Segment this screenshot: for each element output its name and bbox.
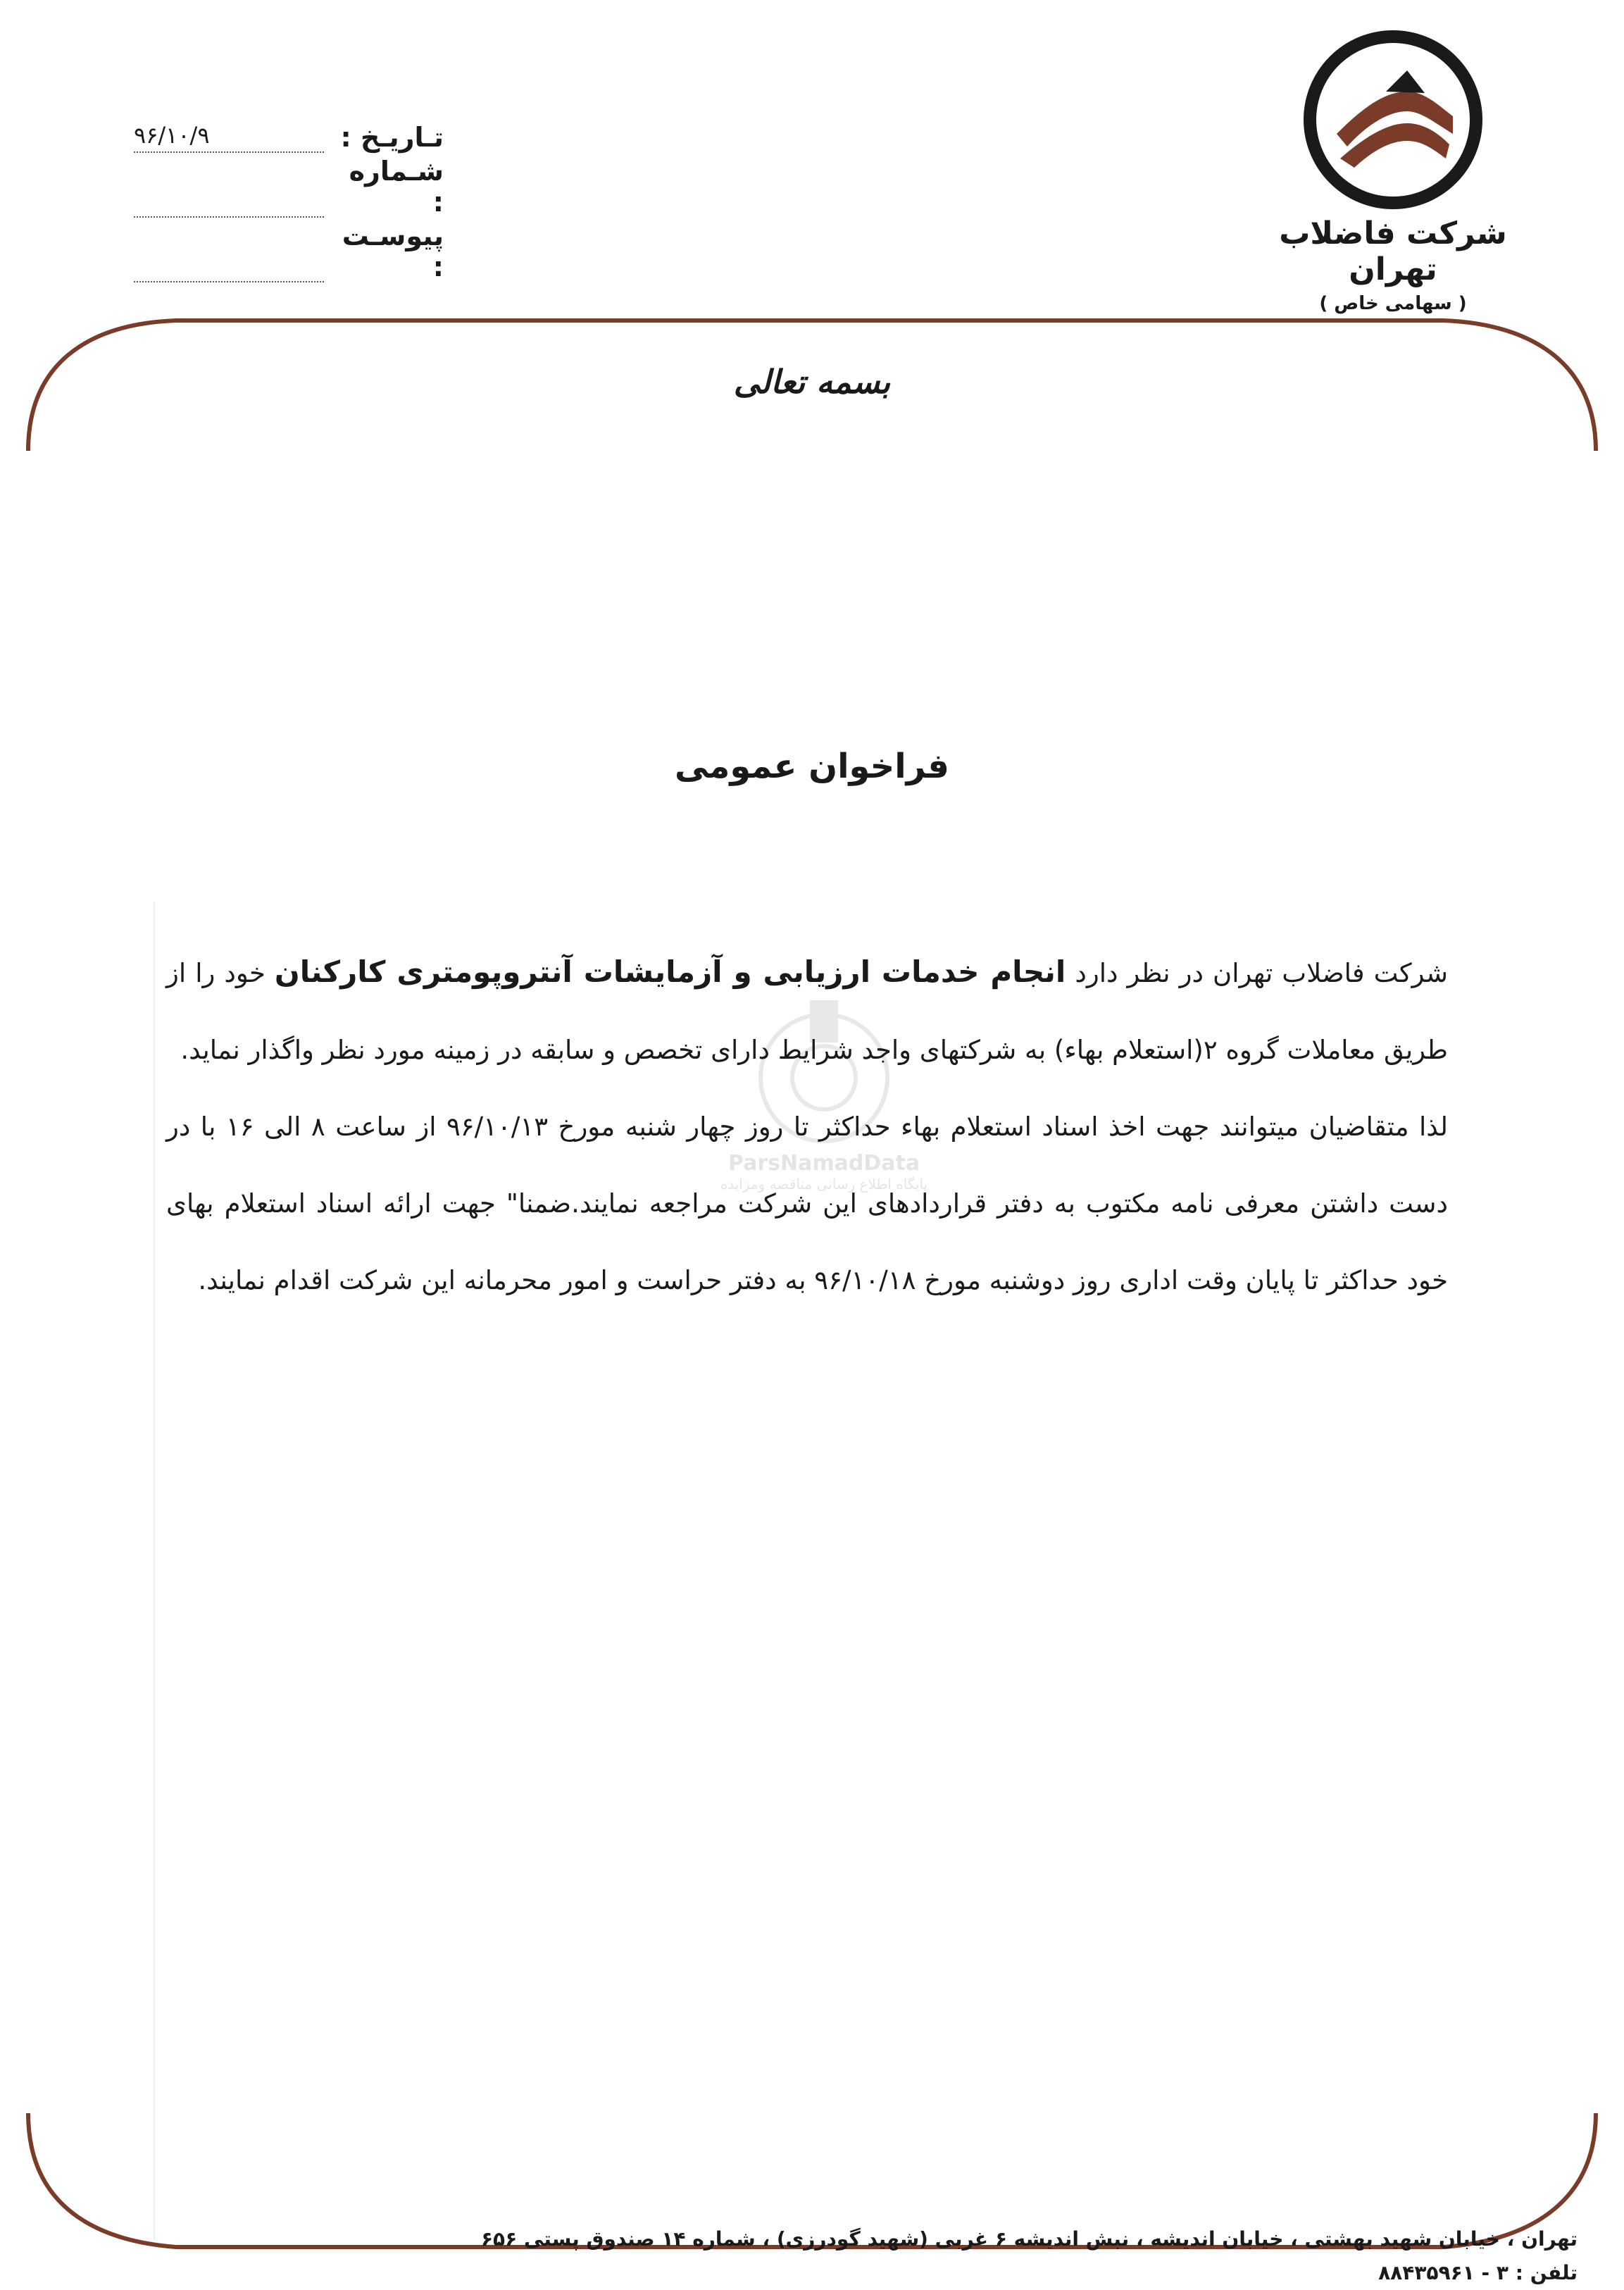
body-paragraph-1: [166, 933, 1448, 1088]
body-paragraph-2: لذا متقاضیان میتوانند جهت اخذ اسناد استعلام بهاء حداکثر تا روز چهار شنبه مورخ ۹۶/۱۰/۱۳ از ساعت ۸ الی ۱۶ با در دست داشتن معرفی نامه مکتوب به دفتر قراردادهای این شرکت مراجعه نمایند.ضمنا" جهت ارائه اسناد استعلام بهای خود حداکثر تا پایان وقت اداری روز دوشنبه مورخ ۹۶/۱۰/۱۸ به دفتر حراست و امور محرمانه این شرکت اقدام نمایند.: [166, 1112, 1448, 1295]
company-logo-icon: [1301, 28, 1485, 211]
letter-meta: [106, 88, 444, 282]
footer-phone: تلفن : ۳ - ۸۸۴۳۵۹۶۱: [1378, 2261, 1578, 2284]
number-row: [106, 153, 444, 218]
number-label: شـماره :: [349, 156, 444, 218]
company-type: ( سهامی خاص ): [1319, 293, 1467, 314]
footer-address: تهران ، خیابان شهید بهشتی ، خیابان اندیشه ، نبش اندیشه ۶ غربی (شهید گودرزی) ، شماره ۱۴ صندوق پستی ۶۵۶: [480, 2227, 1578, 2251]
date-label: تـاریـخ :: [340, 122, 444, 153]
letter-footer: [56, 2222, 1578, 2290]
attachment-row: [106, 218, 444, 282]
para1-emphasis: انجام خدمات ارزیابی و آزمایشات آنتروپومتری کارکنان: [274, 954, 1066, 989]
number-value: [134, 188, 324, 218]
attachment-label: پیوسـت :: [342, 220, 444, 282]
watermark-subtitle: پایگاه اطلاع رسانی مناقصه ومزایده: [720, 1176, 928, 1193]
document-body: [166, 933, 1448, 1319]
document-title: فراخوان عمومی: [675, 747, 949, 786]
company-logo-block: [1245, 28, 1541, 314]
attachment-value: [134, 253, 324, 282]
date-row: [106, 88, 444, 153]
company-name: شرکت فاضلاب تهران: [1279, 216, 1507, 287]
para1-intro: شرکت فاضلاب تهران در نظر دارد: [1066, 958, 1448, 988]
para1-rest: خود را از طریق معاملات گروه ۲(استعلام بهاء) به شرکتهای واجد شرایط دارای تخصص و سابقه در زمینه مورد نظر واگذار نماید.: [166, 958, 1448, 1065]
scan-edge-line: [154, 902, 155, 2240]
date-value: ۹۶/۱۰/۹: [134, 122, 324, 153]
watermark-brand: ParsNamadData: [727, 1151, 920, 1176]
bismillah-heading: بسمه تعالی: [733, 363, 891, 401]
